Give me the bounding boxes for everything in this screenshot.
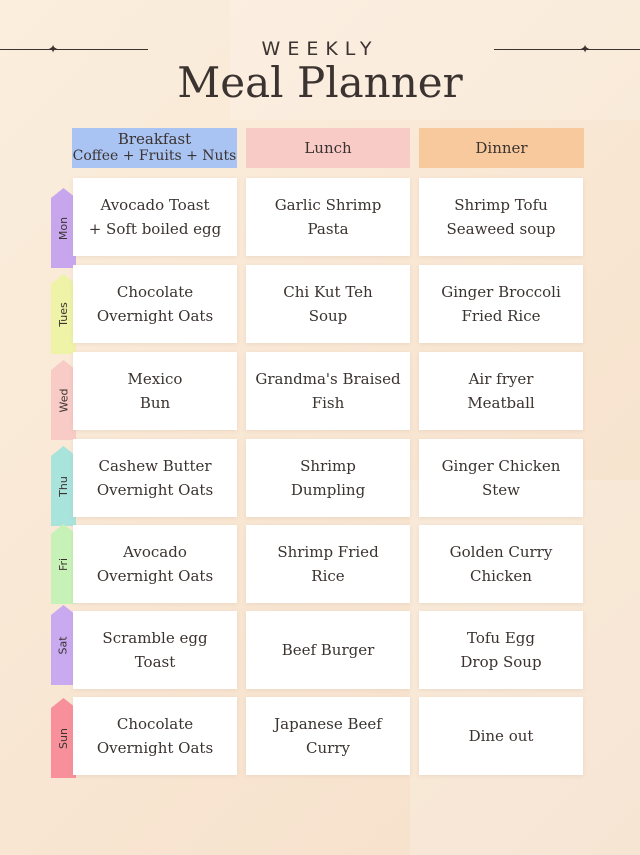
meal-cell-breakfast — [73, 525, 237, 603]
meal-cell-lunch — [246, 265, 410, 343]
meal-cell-breakfast — [73, 697, 237, 775]
meal-text: Cashew Butter Overnight Oats — [96, 457, 214, 499]
meal-text: Golden Curry Chicken — [449, 543, 553, 585]
column-header-lunch-label: Lunch — [304, 138, 352, 157]
day-label: Sun — [57, 727, 70, 749]
meal-text: Scramble egg Toast — [102, 629, 208, 671]
meal-cell-lunch — [246, 611, 410, 689]
meal-cell-breakfast — [73, 611, 237, 689]
meal-text: Chocolate Overnight Oats — [96, 283, 214, 325]
day-label: Mon — [56, 216, 70, 240]
meal-cell-dinner — [419, 178, 583, 256]
column-header-dinner — [419, 128, 584, 168]
meal-text: Tofu Egg Drop Soup — [460, 629, 542, 671]
meal-text: Shrimp Dumpling — [290, 457, 366, 499]
meal-cell-breakfast — [73, 265, 237, 343]
day-label: Fri — [56, 557, 70, 571]
meal-text: Air fryer Meatball — [467, 370, 535, 412]
day-label: Thu — [56, 475, 70, 497]
meal-text: Shrimp Fried Rice — [277, 543, 379, 585]
sparkle-icon-right: ✦ — [580, 42, 591, 56]
meal-text: Japanese Beef Curry — [274, 715, 382, 757]
day-label: Wed — [56, 388, 70, 412]
page-subtitle: WEEKLY — [261, 38, 379, 60]
meal-cell-dinner — [419, 611, 583, 689]
meal-text: Chocolate Overnight Oats — [96, 715, 214, 757]
meal-text: Grandma's Braised Fish — [255, 370, 401, 412]
meal-cell-breakfast — [73, 178, 237, 256]
meal-text: Shrimp Tofu Seaweed soup — [446, 196, 556, 238]
meal-cell-dinner — [419, 439, 583, 517]
day-label: Sat — [56, 635, 70, 655]
meal-cell-lunch — [246, 352, 410, 430]
meal-text: Avocado Overnight Oats — [96, 543, 214, 585]
meal-cell-lunch — [246, 697, 410, 775]
meal-text: Dine out — [468, 727, 534, 745]
meal-text: Avocado Toast + Soft boiled egg — [88, 196, 222, 238]
column-header-dinner-label: Dinner — [475, 138, 528, 157]
meal-cell-breakfast — [73, 352, 237, 430]
day-label: Tues — [57, 301, 70, 327]
meal-cell-lunch — [246, 525, 410, 603]
page-title: Meal Planner — [177, 58, 463, 107]
meal-cell-breakfast — [73, 439, 237, 517]
column-header-lunch — [246, 128, 410, 168]
meal-cell-dinner — [419, 525, 583, 603]
meal-text: Garlic Shrimp Pasta — [274, 196, 382, 238]
meal-text: Ginger Chicken Stew — [441, 457, 561, 499]
meal-text: Beef Burger — [281, 641, 375, 659]
column-header-breakfast-label: Breakfast — [117, 130, 192, 148]
meal-text: Ginger Broccoli Fried Rice — [441, 283, 561, 325]
column-header-breakfast — [72, 128, 237, 168]
meal-cell-lunch — [246, 439, 410, 517]
meal-text: Mexico Bun — [127, 370, 183, 412]
meal-cell-dinner — [419, 352, 583, 430]
meal-cell-dinner — [419, 697, 583, 775]
meal-text: Chi Kut Teh Soup — [283, 283, 373, 325]
column-header-breakfast-sub: Coffee + Fruits + Nuts — [72, 148, 237, 164]
meal-cell-dinner — [419, 265, 583, 343]
sparkle-icon-left: ✦ — [48, 42, 59, 56]
meal-cell-lunch — [246, 178, 410, 256]
